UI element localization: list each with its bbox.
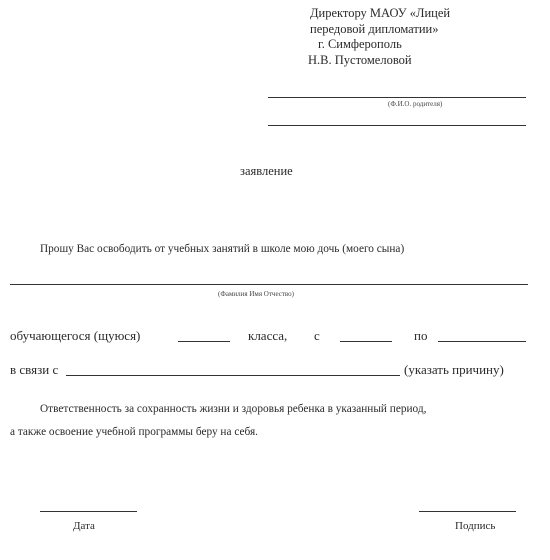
from-date-line[interactable]	[340, 341, 392, 342]
parent-name-line-2[interactable]	[268, 125, 526, 126]
student-label: обучающегося (щуюся)	[10, 328, 141, 343]
child-name-line[interactable]	[10, 284, 528, 285]
parent-name-line[interactable]	[268, 97, 526, 98]
from-label: с	[314, 328, 320, 343]
reason-line[interactable]	[66, 375, 400, 376]
reason-caption: (указать причину)	[404, 362, 504, 377]
parent-name-caption: (Ф.И.О. родителя)	[388, 100, 443, 108]
to-date-line[interactable]	[438, 341, 526, 342]
class-field-line[interactable]	[178, 341, 230, 342]
reason-prefix: в связи с	[10, 362, 59, 377]
addressee-line-2: передовой дипломатии»	[310, 22, 439, 36]
signature-line[interactable]	[419, 511, 516, 512]
child-name-caption: (Фамилия Имя Отчество)	[218, 290, 294, 298]
addressee-line-1: Директору МАОУ «Лицей	[310, 6, 451, 20]
addressee-line-3: г. Симферополь	[318, 37, 402, 51]
class-label: класса,	[248, 328, 288, 343]
responsibility-line-1: Ответственность за сохранность жизни и здоровья ребенка в указанный период,	[40, 403, 427, 415]
responsibility-line-2: а также освоение учебной программы беру на себя.	[10, 426, 258, 438]
request-text: Прошу Вас освободить от учебных занятий в школе мою дочь (моего сына)	[40, 243, 405, 255]
signature-label: Подпись	[455, 520, 496, 532]
date-label: Дата	[73, 520, 95, 532]
addressee-line-4: Н.В. Пустомеловой	[308, 53, 412, 67]
date-line[interactable]	[40, 511, 137, 512]
document-title: заявление	[240, 164, 293, 178]
to-label: по	[414, 328, 428, 343]
